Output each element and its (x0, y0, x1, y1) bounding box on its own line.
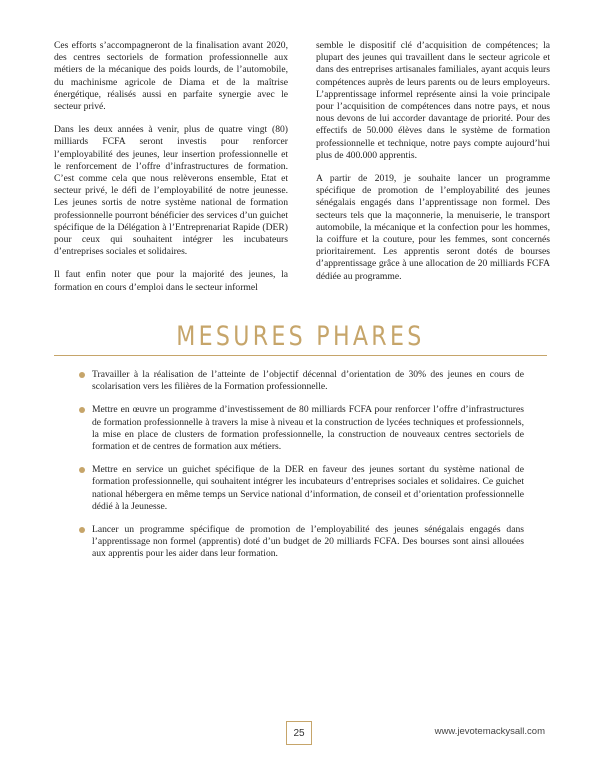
left-text-column (54, 40, 288, 305)
list-item-text: Travailler à la réalisation de l’atteinte de l’objectif décennal d’orientation de 30% des jeunes en cours de scolarisation vers les filières de la Formation professionnelle. (92, 369, 524, 393)
right-text-column (316, 40, 550, 294)
list-item (92, 464, 524, 513)
bullet-dot-icon (79, 527, 85, 533)
list-item-text: Mettre en service un guichet spécifique de la DER en faveur des jeunes sortant du système national de formation professionnelle, qui souhaitent intégrer les incubateurs d’entreprises sociales et solidaires. Ce guichet national hébergera en même temps un Service national d’information, de conseil et d’orientation professionnelle dédié à la Jeunesse. (92, 464, 524, 512)
bullet-dot-icon (79, 467, 85, 473)
paragraph: Dans les deux années à venir, plus de quatre vingt (80) milliards FCFA seront investis pour renforcer l’employabilité des jeunes, leur insertion professionnelle et le renforcement de l’offre d’infrastructures de formation. C’est comme cela que nous relèverons ensemble, Etat et secteur privé, le défi de l’employabilité de notre jeunesse. Les jeunes sortis de notre système national de formation professionnelle pourront bénéficier des services d’un guichet spécifique de la Délégation à l’Entreprenariat Rapide (DER) pour ceux qui souhaitent intégrer les incubateurs d’entreprises sociales et solidaires. (54, 124, 288, 258)
key-measures-list (92, 369, 524, 572)
page-number: 25 (286, 721, 312, 745)
paragraph: Il faut enfin noter que pour la majorité des jeunes, la formation en cours d’emploi dans le secteur informel (54, 269, 288, 293)
section-heading: MESURES PHARES (176, 321, 425, 352)
bullet-dot-icon (79, 407, 85, 413)
list-item-text: Lancer un programme spécifique de promotion de l’employabilité des jeunes sénégalais engagés dans l’apprentissage non formel (apprentis) doté d’un budget de 20 milliards FCFA. Des bourses sont ainsi allouées aux apprentis pour les aider dans leur formation. (92, 524, 524, 560)
list-item (92, 524, 524, 561)
heading-divider (54, 355, 547, 356)
paragraph: Ces efforts s’accompagneront de la finalisation avant 2020, des centres sectoriels de formation professionnelle aux métiers de la mécanique des poids lourds, de l’automobile, du machinisme agricole de Diama et de la maîtrise énergétique, réalisés aussi en parfaite synergie avec le secteur privé. (54, 40, 288, 113)
website-url: www.jevotemackysall.com (434, 726, 545, 737)
list-item (92, 369, 524, 393)
paragraph: A partir de 2019, je souhaite lancer un programme spécifique de promotion de l’employabilité des jeunes sénégalais engagés dans l’apprentissage non formel. Des secteurs tels que la maçonnerie, la menuiserie, le transport automobile, la mécanique et la confection pour les hommes, la coiffure et la couture, pour les femmes, sont concernés prioritairement. Les apprentis seront dotés de bourses d’apprentissage grâce à une allocation de 20 milliards FCFA dédiée au programme. (316, 173, 550, 282)
paragraph: semble le dispositif clé d’acquisition de compétences; la plupart des jeunes qui travaillent dans le secteur agricole et dans des entreprises artisanales familiales, ayant acquis leurs compétences auprès de leurs parents ou de leurs employeurs. L’apprentissage informel représente ainsi la voie principale pour l’acquisition de compétences dans notre pays, et nous nous devons de lui accorder davantage de priorité. Pour des effectifs de 50.000 élèves dans le système de formation professionnelle et technique, notre pays compte aujourd’hui plus de 400.000 apprentis. (316, 40, 550, 161)
list-item-text: Mettre en œuvre un programme d’investissement de 80 milliards FCFA pour renforcer l’offre d’infrastructures de formation professionnelle à travers la mise à niveau et la construction de lycées techniques et professionnels, la mise en place de clusters de formation professionnelle, la construction de nouveaux centres sectoriels de formation et de centres de formation aux métiers. (92, 404, 524, 453)
list-item (92, 404, 524, 453)
bullet-dot-icon (79, 372, 85, 378)
section-heading-container (54, 322, 547, 352)
